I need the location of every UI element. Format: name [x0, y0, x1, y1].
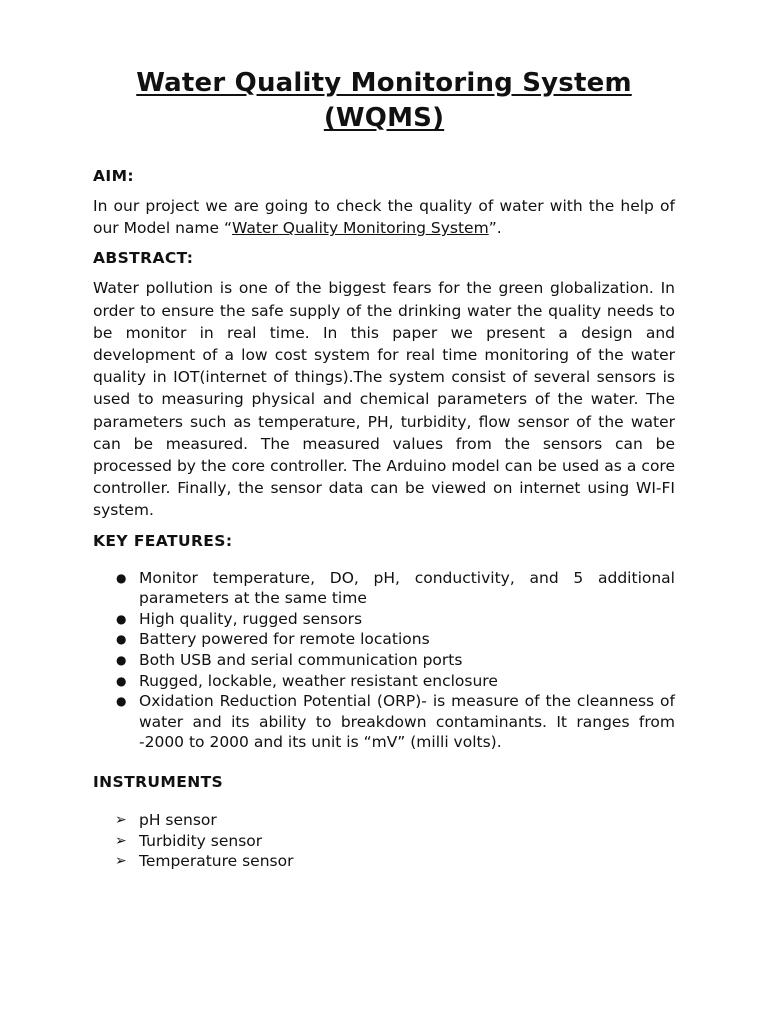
bullet-icon: ● — [116, 673, 127, 688]
aim-text-before: In our project we are going to check the quality of water with the help of our Model name “ — [93, 197, 675, 238]
abstract-heading: ABSTRACT: — [93, 249, 194, 268]
list-item — [93, 831, 675, 852]
key-features-list — [93, 568, 675, 753]
document-title — [93, 66, 675, 136]
aim-paragraph — [93, 195, 675, 239]
list-item — [93, 671, 675, 692]
key-features-heading: KEY FEATURES: — [93, 531, 233, 550]
feature-text: Battery powered for remote locations — [139, 630, 430, 649]
arrow-bullet-icon: ➢ — [115, 811, 127, 828]
list-item — [93, 691, 675, 753]
instruments-list — [93, 810, 675, 872]
bullet-icon: ● — [116, 632, 127, 647]
aim-text-after: ”. — [488, 219, 502, 238]
aim-heading: AIM: — [93, 167, 134, 185]
list-item — [93, 810, 675, 831]
bullet-icon: ● — [116, 611, 127, 626]
title-line-1: Water Quality Monitoring System — [136, 68, 632, 98]
instruments-heading: INSTRUMENTS — [93, 772, 224, 791]
feature-text: Oxidation Reduction Potential (ORP)- is measure of the cleanness of water and its ability to breakdown contaminants. It ranges from -2000 to 2000 and its unit is “mV” (milli volts). — [139, 692, 675, 752]
instrument-text: Temperature sensor — [139, 852, 294, 871]
instrument-text: Turbidity sensor — [139, 831, 263, 850]
feature-text: Monitor temperature, DO, pH, conductivity, and 5 additional parameters at the same time — [139, 568, 675, 608]
list-item — [93, 609, 675, 630]
title-line-2: (WQMS) — [323, 103, 445, 133]
feature-text: Both USB and serial communication ports — [139, 651, 463, 670]
arrow-bullet-icon: ➢ — [115, 853, 127, 870]
list-item — [93, 851, 675, 872]
list-item — [93, 629, 675, 650]
document-page — [93, 66, 675, 872]
feature-text: High quality, rugged sensors — [139, 609, 363, 628]
aim-model-name: Water Quality Monitoring System — [232, 219, 489, 238]
list-item — [93, 650, 675, 671]
bullet-icon: ● — [116, 570, 127, 585]
feature-text: Rugged, lockable, weather resistant enclosure — [139, 671, 498, 690]
bullet-icon: ● — [116, 653, 127, 668]
bullet-icon: ● — [116, 694, 127, 709]
arrow-bullet-icon: ➢ — [115, 832, 127, 849]
instrument-text: pH sensor — [139, 810, 217, 829]
abstract-paragraph: Water pollution is one of the biggest fears for the green globalization. In order to ensure the safe supply of the drinking water the quality needs to be monitor in real time. In this paper we present a design and development of a low cost system for real time monitoring of the water quality in IOT(internet of things).The system consist of several sensors is used to measuring physical and chemical parameters of the water. The parameters such as temperature, PH, turbidity, flow sensor of the water can be measured. The measured values from the sensors can be processed by the core controller. The Arduino model can be used as a core controller. Finally, the sensor data can be viewed on internet using WI-FI system. — [93, 279, 675, 520]
list-item — [93, 568, 675, 609]
